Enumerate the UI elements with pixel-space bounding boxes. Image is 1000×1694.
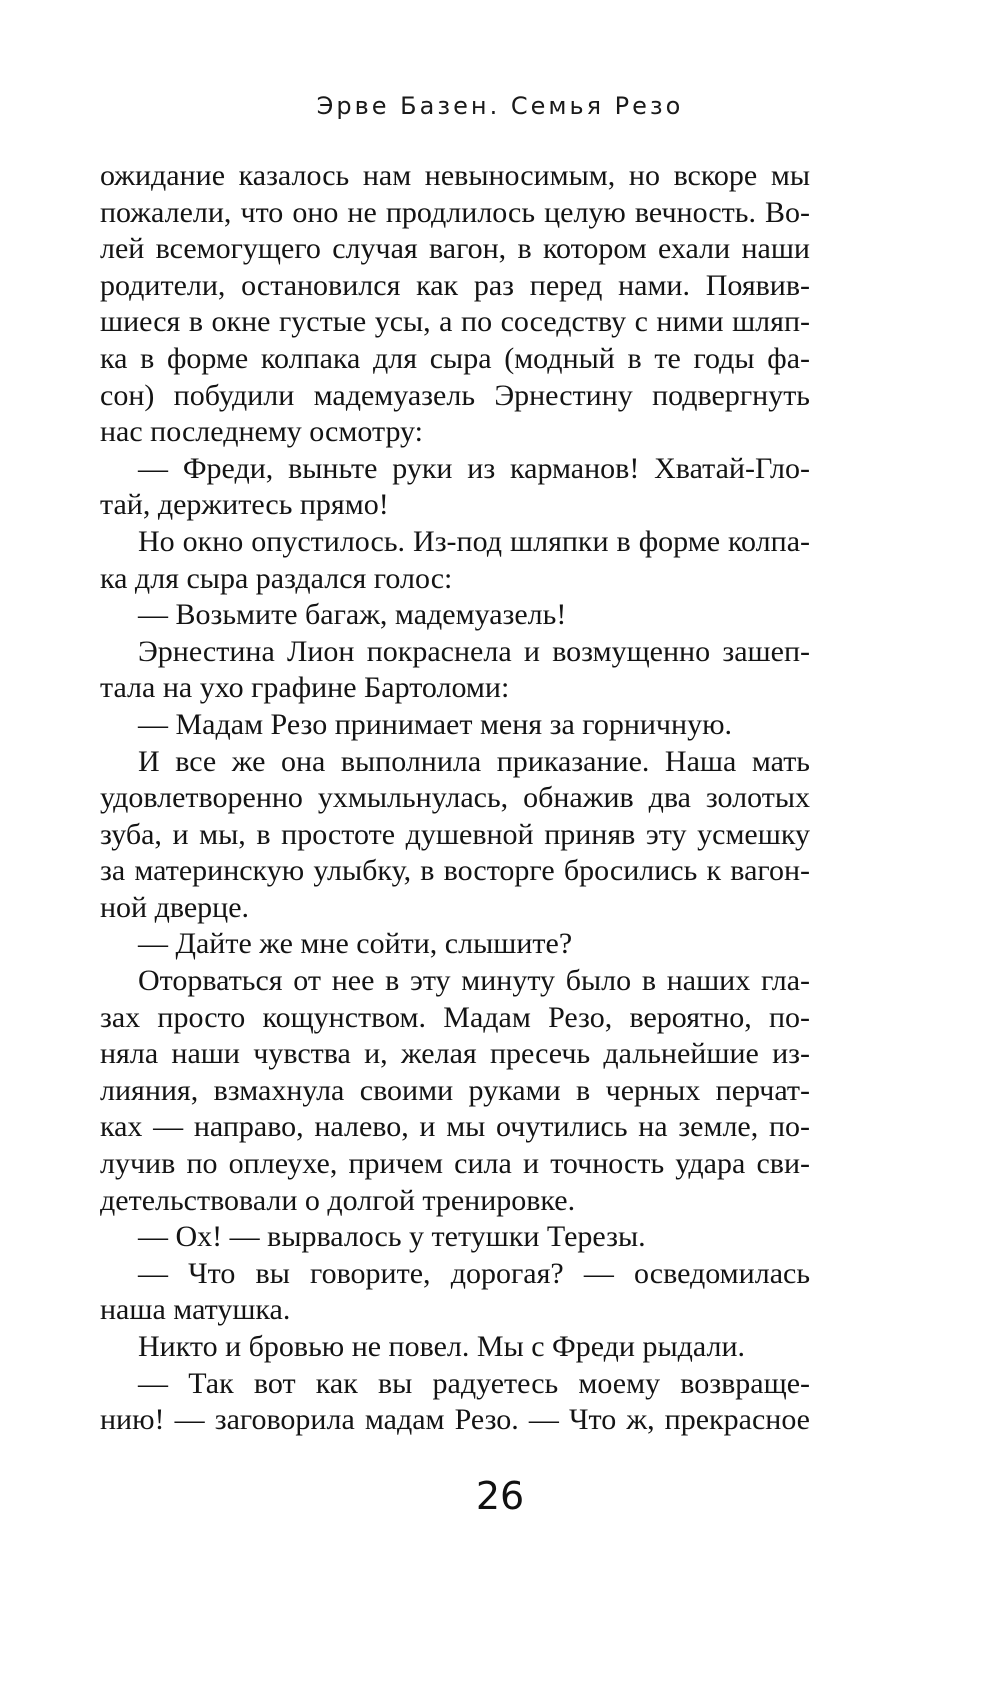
text-line: — Мадам Резо принимает меня за горничную. (138, 707, 732, 741)
text-line: — Дайте же мне сойти, слышите? (138, 927, 573, 961)
text-line: — Так вот как вы радуетесь моему возвраще- (138, 1366, 810, 1400)
text-line: лучив по оплеухе, причем сила и точность удара сви- (100, 1147, 810, 1181)
running-head-title: Эрве Базен. Семья Резо (316, 92, 684, 120)
text-line: шиеся в окне густые усы, а по соседству с ними шляп- (100, 305, 810, 339)
text-line: ка для сыра раздался голос: (100, 561, 453, 595)
text-line: нию! — заговорила мадам Резо. — Что ж, прекрасное (100, 1403, 810, 1437)
text-line: наша матушка. (100, 1293, 291, 1327)
text-line: И все же она выполнила приказание. Наша мать (138, 744, 810, 778)
text-line: ках — направо, налево, и мы очутились на земле, по- (100, 1110, 810, 1144)
text-line: — Возьмите багаж, мадемуазель! (138, 598, 567, 632)
text-line: ожидание казалось нам невыносимым, но вскоре мы (100, 159, 810, 192)
text-line: Эрнестина Лион покраснела и возмущенно зашеп- (138, 634, 810, 668)
text-line: сон) побудили мадемуазель Эрнестину подвергнуть (100, 378, 810, 412)
text-line: зах просто кощунством. Мадам Резо, вероятно, по- (100, 1000, 810, 1034)
text-line: детельствовали о долгой тренировке. (100, 1183, 576, 1217)
text-line: лей всемогущего случая вагон, в котором ехали наши (100, 232, 810, 266)
text-line: лияния, взмахнула своими руками в черных перчат- (100, 1073, 810, 1107)
body-text (100, 158, 810, 1439)
text-line: ной дверце. (100, 890, 250, 924)
text-line: зуба, и мы, в простоте душевной приняв эту усмешку (100, 817, 810, 851)
text-line: — Что вы говорите, дорогая? — осведомилась (138, 1256, 810, 1290)
text-line: пожалели, что оно не продлилось целую вечность. Во- (100, 195, 810, 229)
text-line: — Фреди, выньте руки из карманов! Хватай-Гло- (138, 451, 810, 485)
text-line: тай, держитесь прямо! (100, 488, 389, 522)
text-line: родители, остановился как раз перед нами. Появив- (100, 268, 810, 302)
text-line: Оторваться от нее в эту минуту было в наших гла- (138, 964, 810, 998)
text-line: нас последнему осмотру: (100, 415, 423, 449)
text-line: за материнскую улыбку, в восторге бросились к вагон- (100, 854, 810, 888)
text-line: Но окно опустилось. Из-под шляпки в форме колпа- (138, 524, 810, 558)
text-line: Никто и бровью не повел. Мы с Фреди рыдали. (138, 1330, 746, 1363)
text-line: няла наши чувства и, желая пресечь дальнейшие из- (100, 1037, 810, 1071)
text-line: — Ох! — вырвалось у тетушки Терезы. (138, 1220, 646, 1254)
page-number: 26 (475, 1474, 525, 1518)
text-line: ка в форме колпака для сыра (модный в те годы фа- (100, 341, 810, 375)
text-line: удовлетворенно ухмыльнулась, обнажив два золотых (100, 781, 810, 815)
text-line: тала на ухо графине Бартоломи: (100, 671, 510, 705)
